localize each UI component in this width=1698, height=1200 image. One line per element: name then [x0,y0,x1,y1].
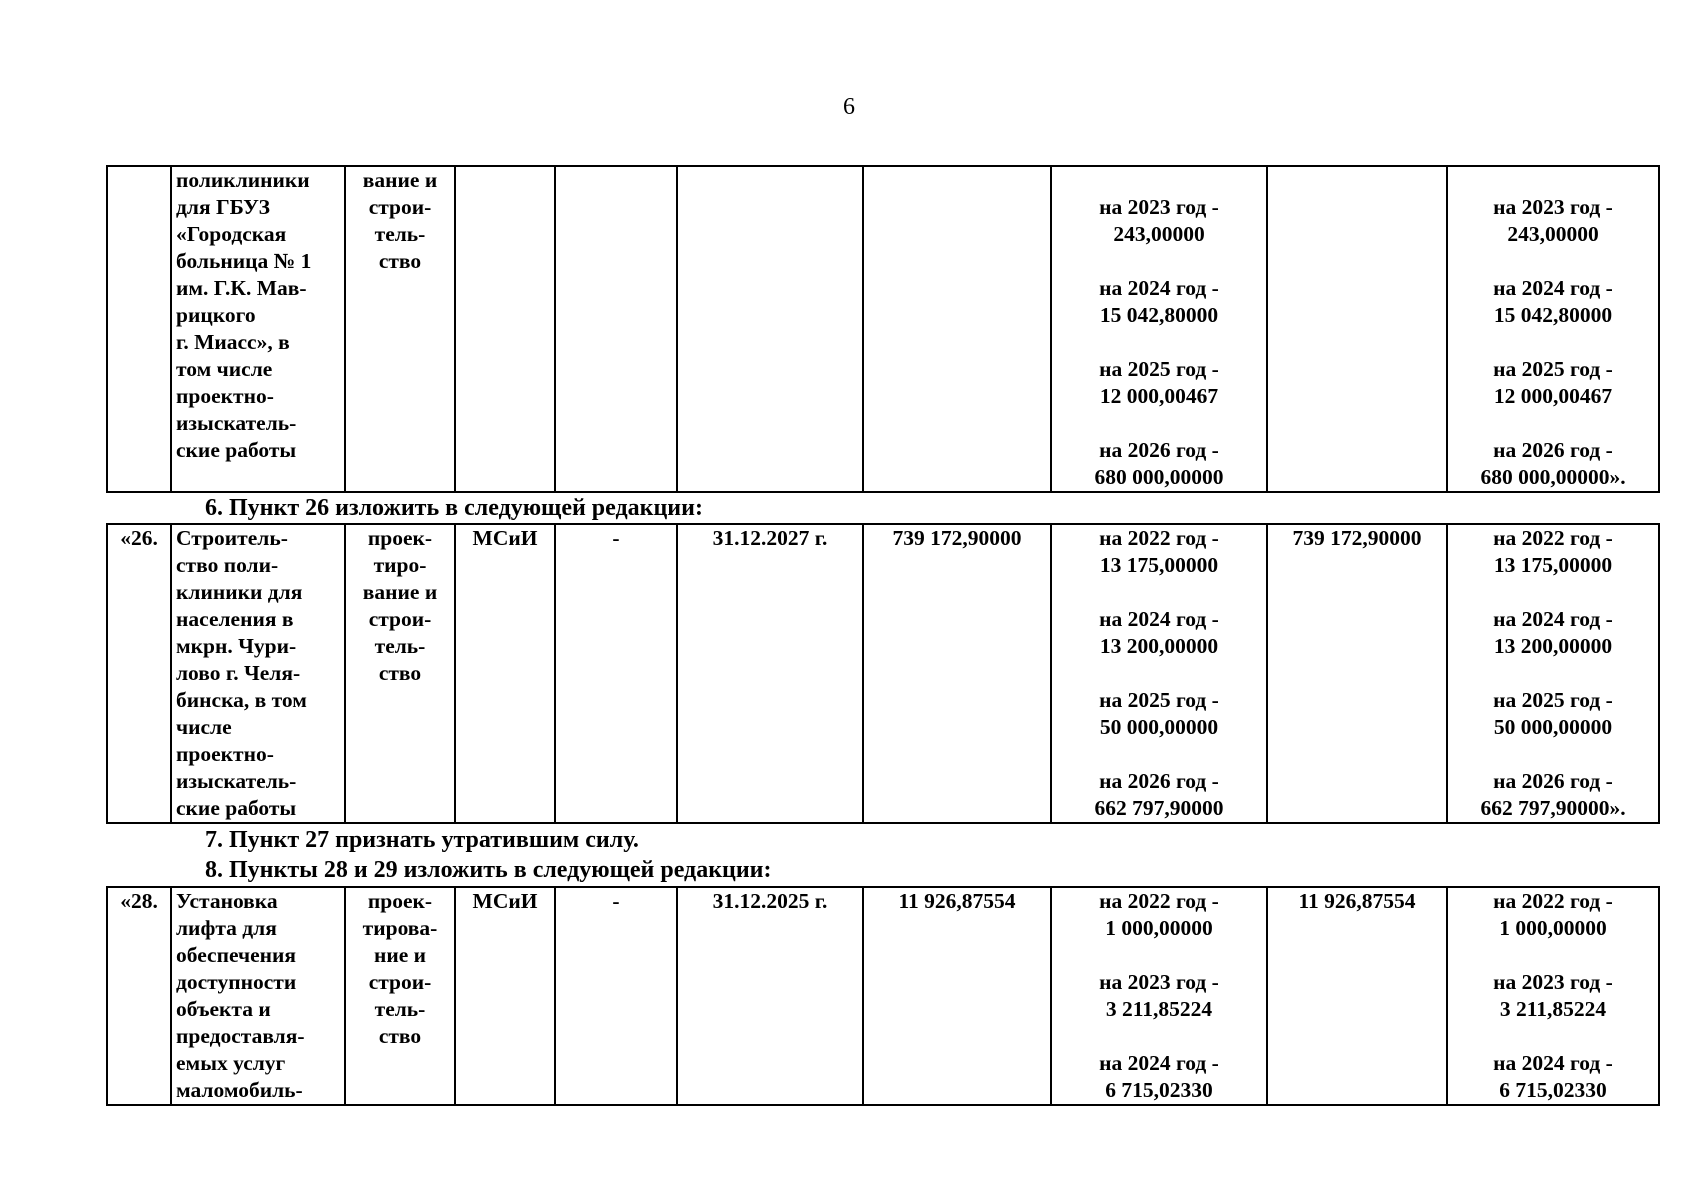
schedule-amount: 12 000,00467 [1493,384,1613,408]
schedule-year-label: на 2026 год - [1099,769,1219,793]
object-name-line: предоставля- [176,1024,305,1048]
schedule-year-label: на 2022 год - [1099,889,1219,913]
schedule-year-label: на 2023 год - [1493,970,1613,994]
schedule-amount: 662 797,90000». [1480,796,1626,820]
object-name-line: больница № 1 [176,249,312,273]
schedule-amount: 680 000,00000». [1480,465,1626,489]
object-name-line: рицкого [176,303,256,327]
schedule-year-label: на 2026 год - [1099,438,1219,462]
schedule-year-label: на 2024 год - [1493,276,1613,300]
executor-cell [455,166,555,492]
table-row [107,524,1659,823]
schedule-cell [1051,166,1267,492]
object-name-line: поликлиники [176,168,310,192]
schedule-amount: 12 000,00467 [1099,384,1219,408]
schedule-year-label: на 2025 год - [1493,357,1613,381]
object-name-line: ские работы [176,438,297,462]
executor-cell: МСиИ [455,887,555,1105]
schedule-year-label: на 2024 год - [1099,276,1219,300]
work-type-cell [345,166,455,492]
schedule-amount: 50 000,00000 [1493,715,1613,739]
work-type-line: тель- [374,997,426,1021]
schedule-year-label: на 2022 год - [1099,526,1219,550]
work-type-line: проек- [367,526,433,550]
object-name-line: доступности [176,970,297,994]
schedule-amount: 15 042,80000 [1099,303,1219,327]
schedule-amount: 1 000,00000 [1105,916,1213,940]
row-number-cell: «28. [107,887,171,1105]
object-name-line: объекта и [176,997,271,1021]
table-row [107,887,1659,1105]
object-name-cell [171,887,345,1105]
object-name-line: емых услуг [176,1051,286,1075]
item-28-table [106,886,1660,1106]
schedule-amount: 13 200,00000 [1493,634,1613,658]
work-type-line: ство [378,661,422,685]
section-heading: 6. Пункт 26 изложить в следующей редакции: [205,495,703,521]
deadline-cell [677,166,863,492]
object-name-line: изыскатель- [176,769,297,793]
object-name-line: лифта для [176,916,277,940]
schedule-amount: 6 715,02330 [1105,1078,1213,1102]
object-name-line: ство поли- [176,553,279,577]
work-type-line: тирова- [362,916,438,940]
schedule-year-label: на 2024 год - [1099,1051,1219,1075]
schedule-year-label: на 2023 год - [1099,970,1219,994]
schedule-amount: 3 211,85224 [1499,997,1607,1021]
work-type-line: вание и [362,580,438,604]
schedule-amount: 662 797,90000 [1094,796,1224,820]
schedule-amount: 3 211,85224 [1105,997,1213,1021]
schedule-year-label: на 2024 год - [1099,607,1219,631]
schedule-cell-2 [1447,166,1659,492]
schedule-year-label: на 2025 год - [1493,688,1613,712]
dash-cell [555,166,677,492]
schedule-year-label: на 2022 год - [1493,526,1613,550]
schedule-year-label: на 2023 год - [1493,195,1613,219]
schedule-amount: 50 000,00000 [1099,715,1219,739]
schedule-year-label: на 2025 год - [1099,688,1219,712]
item-26-table [106,523,1660,824]
work-type-line: строи- [368,970,432,994]
schedule-cell [1051,887,1267,1105]
object-name-line: обеспечения [176,943,297,967]
work-type-line: вание и [362,168,438,192]
object-name-line: изыскатель- [176,411,297,435]
object-name-line: населения в [176,607,294,631]
total-cost-cell: 739 172,90000 [863,524,1051,823]
object-name-line: для ГБУЗ [176,195,270,219]
dash-cell: - [555,524,677,823]
continuation-table [106,165,1660,493]
object-name-line: маломобиль- [176,1078,303,1102]
schedule-year-label: на 2024 год - [1493,1051,1613,1075]
schedule-year-label: на 2026 год - [1493,438,1613,462]
schedule-amount: 1 000,00000 [1499,916,1607,940]
schedule-amount: 13 200,00000 [1099,634,1219,658]
executor-cell: МСиИ [455,524,555,823]
object-name-line: лово г. Челя- [176,661,301,685]
schedule-cell-2 [1447,524,1659,823]
object-name-line: Строитель- [176,526,288,550]
deadline-cell: 31.12.2027 г. [677,524,863,823]
total-cost-cell: 11 926,87554 [863,887,1051,1105]
deadline-cell: 31.12.2025 г. [677,887,863,1105]
object-name-line: ские работы [176,796,297,820]
total-cost-cell [863,166,1051,492]
object-name-cell [171,166,345,492]
object-name-line: проектно- [176,384,274,408]
schedule-cell [1051,524,1267,823]
schedule-amount: 13 175,00000 [1493,553,1613,577]
schedule-amount: 680 000,00000 [1094,465,1224,489]
schedule-year-label: на 2025 год - [1099,357,1219,381]
remaining-cost-cell [1267,166,1447,492]
object-name-cell [171,524,345,823]
page-number: 6 [843,94,855,120]
schedule-year-label: на 2022 год - [1493,889,1613,913]
schedule-year-label: на 2026 год - [1493,769,1613,793]
remaining-cost-cell: 739 172,90000 [1267,524,1447,823]
row-number-cell [107,166,171,492]
object-name-line: мкрн. Чури- [176,634,297,658]
schedule-amount: 15 042,80000 [1493,303,1613,327]
object-name-line: проектно- [176,742,274,766]
section-heading: 8. Пункты 28 и 29 изложить в следующей редакции: [205,857,772,883]
schedule-amount: 243,00000 [1507,222,1599,246]
work-type-line: тель- [374,222,426,246]
schedule-amount: 6 715,02330 [1499,1078,1607,1102]
work-type-line: строи- [368,195,432,219]
schedule-amount: 13 175,00000 [1099,553,1219,577]
schedule-cell-2 [1447,887,1659,1105]
work-type-line: ство [378,249,422,273]
schedule-amount: 243,00000 [1113,222,1205,246]
remaining-cost-cell: 11 926,87554 [1267,887,1447,1105]
object-name-line: г. Миасс», в [176,330,290,354]
dash-cell: - [555,887,677,1105]
object-name-line: бинска, в том [176,688,307,712]
section-heading: 7. Пункт 27 признать утратившим силу. [205,827,639,853]
object-name-line: том числе [176,357,273,381]
object-name-line: клиники для [176,580,303,604]
work-type-line: ство [378,1024,422,1048]
work-type-line: проек- [367,889,433,913]
object-name-line: «Городская [176,222,287,246]
row-number-cell: «26. [107,524,171,823]
work-type-line: строи- [368,607,432,631]
schedule-year-label: на 2024 год - [1493,607,1613,631]
work-type-line: тель- [374,634,426,658]
object-name-line: Установка [176,889,278,913]
object-name-line: числе [176,715,232,739]
work-type-cell [345,887,455,1105]
object-name-line: им. Г.К. Мав- [176,276,307,300]
schedule-year-label: на 2023 год - [1099,195,1219,219]
work-type-line: ние и [373,943,427,967]
work-type-cell [345,524,455,823]
table-row [107,166,1659,492]
work-type-line: тиро- [373,553,427,577]
